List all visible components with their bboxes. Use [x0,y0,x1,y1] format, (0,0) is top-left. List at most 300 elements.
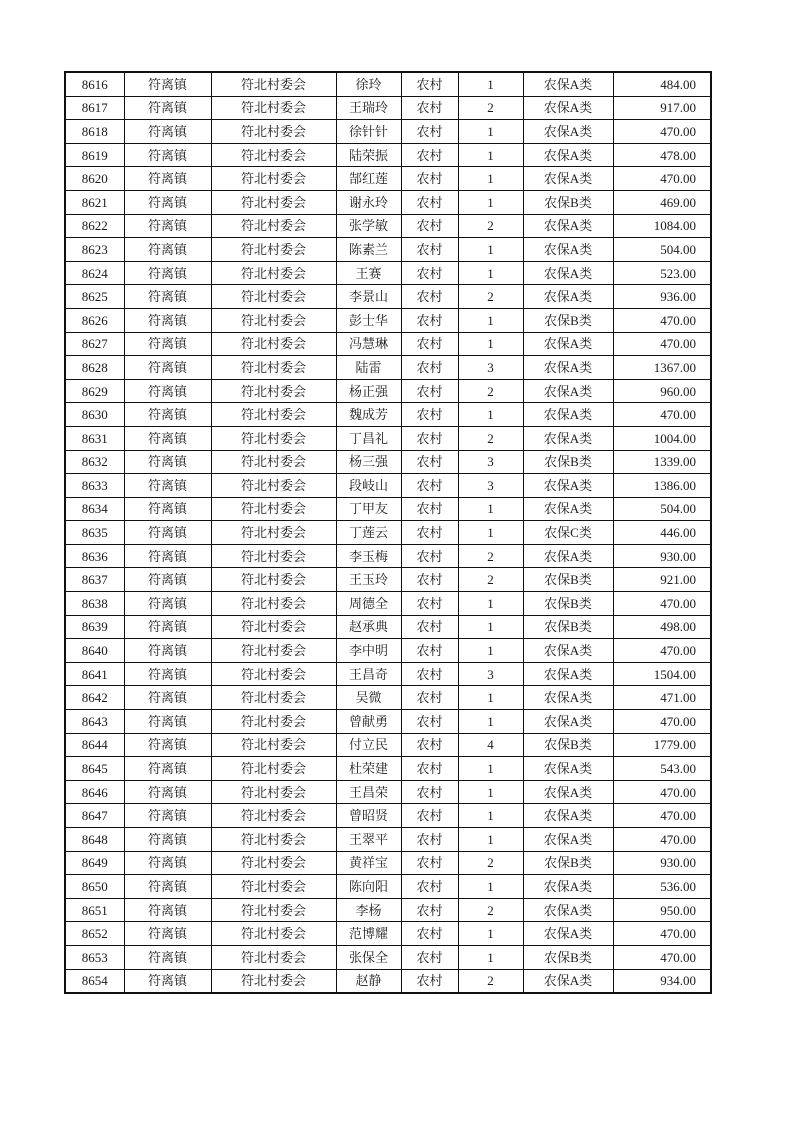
cell-name: 杨三强 [336,450,401,474]
cell-category: 农村 [401,945,458,969]
cell-amount: 543.00 [613,757,711,781]
cell-town: 符离镇 [124,474,211,498]
cell-insurance-type: 农保A类 [523,167,613,191]
cell-category: 农村 [401,167,458,191]
cell-insurance-type: 农保A类 [523,804,613,828]
cell-village: 符北村委会 [211,332,336,356]
cell-amount: 536.00 [613,875,711,899]
cell-id: 8624 [65,261,124,285]
cell-insurance-type: 农保A类 [523,969,613,993]
cell-insurance-type: 农保C类 [523,521,613,545]
cell-category: 农村 [401,544,458,568]
cell-insurance-type: 农保A类 [523,497,613,521]
cell-insurance-type: 农保A类 [523,662,613,686]
cell-id: 8646 [65,780,124,804]
cell-id: 8622 [65,214,124,238]
cell-category: 农村 [401,379,458,403]
cell-town: 符离镇 [124,710,211,734]
cell-category: 农村 [401,969,458,993]
cell-village: 符北村委会 [211,379,336,403]
table-row [65,356,711,380]
cell-insurance-type: 农保B类 [523,945,613,969]
cell-amount: 1084.00 [613,214,711,238]
cell-id: 8635 [65,521,124,545]
cell-count: 1 [458,592,523,616]
cell-town: 符离镇 [124,828,211,852]
table-row [65,120,711,144]
cell-category: 农村 [401,521,458,545]
cell-name: 王玉玲 [336,568,401,592]
cell-count: 2 [458,898,523,922]
cell-village: 符北村委会 [211,733,336,757]
table-row [65,969,711,993]
cell-count: 3 [458,474,523,498]
cell-village: 符北村委会 [211,450,336,474]
cell-amount: 470.00 [613,945,711,969]
cell-village: 符北村委会 [211,898,336,922]
cell-town: 符离镇 [124,922,211,946]
cell-name: 王赛 [336,261,401,285]
table-row [65,662,711,686]
cell-category: 农村 [401,190,458,214]
cell-village: 符北村委会 [211,592,336,616]
cell-category: 农村 [401,450,458,474]
cell-id: 8643 [65,710,124,734]
cell-amount: 1504.00 [613,662,711,686]
cell-town: 符离镇 [124,403,211,427]
cell-name: 付立民 [336,733,401,757]
cell-name: 王翠平 [336,828,401,852]
pension-roster-table [64,71,712,994]
cell-town: 符离镇 [124,497,211,521]
table-row [65,922,711,946]
cell-amount: 930.00 [613,544,711,568]
cell-insurance-type: 农保A类 [523,780,613,804]
cell-village: 符北村委会 [211,497,336,521]
cell-insurance-type: 农保A类 [523,544,613,568]
cell-name: 彭士华 [336,308,401,332]
cell-category: 农村 [401,96,458,120]
cell-name: 杜荣建 [336,757,401,781]
cell-category: 农村 [401,592,458,616]
cell-village: 符北村委会 [211,568,336,592]
cell-count: 2 [458,568,523,592]
cell-name: 郜红莲 [336,167,401,191]
table-row [65,167,711,191]
cell-amount: 470.00 [613,120,711,144]
cell-insurance-type: 农保A类 [523,72,613,96]
cell-town: 符离镇 [124,426,211,450]
cell-count: 2 [458,851,523,875]
cell-amount: 470.00 [613,592,711,616]
cell-town: 符离镇 [124,662,211,686]
cell-category: 农村 [401,120,458,144]
cell-count: 1 [458,710,523,734]
cell-village: 符北村委会 [211,544,336,568]
cell-insurance-type: 农保A类 [523,686,613,710]
cell-count: 1 [458,497,523,521]
table-body [65,72,711,993]
cell-village: 符北村委会 [211,403,336,427]
cell-category: 农村 [401,356,458,380]
cell-village: 符北村委会 [211,238,336,262]
cell-name: 王昌奇 [336,662,401,686]
cell-village: 符北村委会 [211,167,336,191]
cell-count: 1 [458,875,523,899]
table-row [65,757,711,781]
cell-category: 农村 [401,474,458,498]
cell-count: 3 [458,450,523,474]
cell-town: 符离镇 [124,639,211,663]
cell-category: 农村 [401,285,458,309]
cell-insurance-type: 农保A类 [523,143,613,167]
cell-id: 8617 [65,96,124,120]
cell-town: 符离镇 [124,450,211,474]
cell-count: 1 [458,238,523,262]
cell-category: 农村 [401,757,458,781]
cell-town: 符离镇 [124,615,211,639]
cell-count: 1 [458,757,523,781]
cell-category: 农村 [401,238,458,262]
cell-village: 符北村委会 [211,96,336,120]
cell-category: 农村 [401,143,458,167]
cell-id: 8644 [65,733,124,757]
cell-category: 农村 [401,497,458,521]
table-row [65,615,711,639]
cell-id: 8629 [65,379,124,403]
cell-count: 2 [458,969,523,993]
cell-insurance-type: 农保A类 [523,875,613,899]
table-row [65,308,711,332]
cell-town: 符离镇 [124,238,211,262]
cell-count: 1 [458,922,523,946]
cell-village: 符北村委会 [211,828,336,852]
cell-amount: 470.00 [613,332,711,356]
cell-amount: 1004.00 [613,426,711,450]
cell-count: 3 [458,356,523,380]
cell-town: 符离镇 [124,356,211,380]
table-row [65,780,711,804]
cell-amount: 470.00 [613,804,711,828]
cell-insurance-type: 农保A类 [523,238,613,262]
cell-category: 农村 [401,780,458,804]
cell-village: 符北村委会 [211,426,336,450]
cell-name: 赵静 [336,969,401,993]
cell-village: 符北村委会 [211,120,336,144]
cell-name: 李景山 [336,285,401,309]
table-row [65,190,711,214]
cell-name: 张保全 [336,945,401,969]
cell-amount: 470.00 [613,710,711,734]
cell-id: 8648 [65,828,124,852]
cell-id: 8653 [65,945,124,969]
cell-category: 农村 [401,308,458,332]
cell-name: 黄祥宝 [336,851,401,875]
cell-insurance-type: 农保B类 [523,568,613,592]
table-row [65,474,711,498]
cell-category: 农村 [401,72,458,96]
cell-town: 符离镇 [124,686,211,710]
cell-count: 3 [458,662,523,686]
cell-town: 符离镇 [124,945,211,969]
table-row [65,898,711,922]
cell-category: 农村 [401,686,458,710]
cell-village: 符北村委会 [211,261,336,285]
cell-id: 8652 [65,922,124,946]
cell-village: 符北村委会 [211,639,336,663]
cell-village: 符北村委会 [211,143,336,167]
cell-id: 8637 [65,568,124,592]
cell-name: 周德全 [336,592,401,616]
cell-insurance-type: 农保A类 [523,403,613,427]
cell-name: 王昌荣 [336,780,401,804]
cell-insurance-type: 农保A类 [523,96,613,120]
cell-amount: 470.00 [613,828,711,852]
cell-amount: 917.00 [613,96,711,120]
cell-count: 1 [458,190,523,214]
cell-insurance-type: 农保B类 [523,851,613,875]
cell-category: 农村 [401,615,458,639]
cell-insurance-type: 农保A类 [523,120,613,144]
cell-name: 徐玲 [336,72,401,96]
cell-count: 1 [458,639,523,663]
cell-village: 符北村委会 [211,521,336,545]
cell-id: 8620 [65,167,124,191]
cell-village: 符北村委会 [211,474,336,498]
cell-insurance-type: 农保A类 [523,828,613,852]
cell-amount: 484.00 [613,72,711,96]
cell-category: 农村 [401,214,458,238]
table-row [65,710,711,734]
cell-id: 8654 [65,969,124,993]
cell-town: 符离镇 [124,143,211,167]
cell-village: 符北村委会 [211,662,336,686]
cell-village: 符北村委会 [211,757,336,781]
cell-amount: 1386.00 [613,474,711,498]
cell-town: 符离镇 [124,521,211,545]
cell-category: 农村 [401,828,458,852]
cell-insurance-type: 农保A类 [523,214,613,238]
table-row [65,285,711,309]
cell-amount: 930.00 [613,851,711,875]
cell-id: 8647 [65,804,124,828]
cell-id: 8634 [65,497,124,521]
cell-insurance-type: 农保A类 [523,356,613,380]
table-row [65,497,711,521]
cell-town: 符离镇 [124,875,211,899]
cell-id: 8642 [65,686,124,710]
cell-name: 冯慧琳 [336,332,401,356]
cell-village: 符北村委会 [211,969,336,993]
cell-town: 符离镇 [124,733,211,757]
cell-village: 符北村委会 [211,285,336,309]
cell-amount: 470.00 [613,639,711,663]
cell-count: 4 [458,733,523,757]
cell-amount: 470.00 [613,167,711,191]
table-row [65,804,711,828]
cell-id: 8651 [65,898,124,922]
cell-insurance-type: 农保B类 [523,190,613,214]
cell-town: 符离镇 [124,780,211,804]
table-row [65,851,711,875]
table-row [65,521,711,545]
cell-name: 魏成芳 [336,403,401,427]
cell-amount: 960.00 [613,379,711,403]
cell-amount: 936.00 [613,285,711,309]
cell-town: 符离镇 [124,96,211,120]
cell-insurance-type: 农保A类 [523,426,613,450]
cell-village: 符北村委会 [211,308,336,332]
cell-name: 李杨 [336,898,401,922]
cell-name: 陈素兰 [336,238,401,262]
cell-id: 8640 [65,639,124,663]
cell-count: 2 [458,426,523,450]
cell-name: 陈向阳 [336,875,401,899]
table-row [65,426,711,450]
cell-amount: 498.00 [613,615,711,639]
cell-town: 符离镇 [124,214,211,238]
cell-insurance-type: 农保A类 [523,639,613,663]
cell-insurance-type: 农保A类 [523,474,613,498]
cell-id: 8638 [65,592,124,616]
cell-id: 8650 [65,875,124,899]
cell-amount: 470.00 [613,780,711,804]
cell-insurance-type: 农保B类 [523,733,613,757]
cell-village: 符北村委会 [211,875,336,899]
cell-count: 1 [458,332,523,356]
cell-name: 陆荣振 [336,143,401,167]
cell-town: 符离镇 [124,332,211,356]
cell-amount: 1779.00 [613,733,711,757]
cell-count: 2 [458,214,523,238]
cell-category: 农村 [401,568,458,592]
cell-town: 符离镇 [124,379,211,403]
cell-amount: 950.00 [613,898,711,922]
cell-id: 8641 [65,662,124,686]
cell-id: 8619 [65,143,124,167]
cell-town: 符离镇 [124,851,211,875]
cell-name: 李中明 [336,639,401,663]
cell-count: 1 [458,403,523,427]
cell-count: 1 [458,686,523,710]
cell-id: 8626 [65,308,124,332]
cell-count: 1 [458,615,523,639]
cell-name: 丁莲云 [336,521,401,545]
cell-town: 符离镇 [124,544,211,568]
cell-insurance-type: 农保A类 [523,285,613,309]
table-row [65,568,711,592]
cell-insurance-type: 农保B类 [523,308,613,332]
cell-count: 2 [458,544,523,568]
cell-insurance-type: 农保A类 [523,332,613,356]
cell-amount: 478.00 [613,143,711,167]
cell-id: 8627 [65,332,124,356]
cell-town: 符离镇 [124,285,211,309]
cell-village: 符北村委会 [211,804,336,828]
cell-category: 农村 [401,922,458,946]
cell-name: 段岐山 [336,474,401,498]
cell-id: 8636 [65,544,124,568]
cell-name: 徐针针 [336,120,401,144]
table-row [65,96,711,120]
cell-category: 农村 [401,426,458,450]
cell-amount: 504.00 [613,238,711,262]
cell-id: 8616 [65,72,124,96]
cell-insurance-type: 农保A类 [523,922,613,946]
cell-town: 符离镇 [124,120,211,144]
cell-id: 8630 [65,403,124,427]
table-row [65,214,711,238]
table-row [65,733,711,757]
cell-amount: 470.00 [613,403,711,427]
cell-category: 农村 [401,804,458,828]
cell-id: 8645 [65,757,124,781]
cell-town: 符离镇 [124,72,211,96]
cell-village: 符北村委会 [211,780,336,804]
cell-name: 曾献勇 [336,710,401,734]
cell-count: 1 [458,308,523,332]
cell-amount: 1367.00 [613,356,711,380]
cell-name: 王瑞玲 [336,96,401,120]
cell-village: 符北村委会 [211,922,336,946]
cell-insurance-type: 农保A类 [523,898,613,922]
cell-id: 8633 [65,474,124,498]
cell-count: 1 [458,945,523,969]
table-row [65,379,711,403]
cell-category: 农村 [401,733,458,757]
cell-amount: 469.00 [613,190,711,214]
cell-amount: 471.00 [613,686,711,710]
cell-insurance-type: 农保B类 [523,615,613,639]
cell-village: 符北村委会 [211,710,336,734]
cell-amount: 446.00 [613,521,711,545]
cell-count: 1 [458,72,523,96]
table-row [65,450,711,474]
cell-town: 符离镇 [124,804,211,828]
table-row [65,592,711,616]
cell-village: 符北村委会 [211,190,336,214]
cell-town: 符离镇 [124,568,211,592]
table-row [65,875,711,899]
cell-count: 1 [458,261,523,285]
cell-name: 赵承典 [336,615,401,639]
cell-name: 范博耀 [336,922,401,946]
cell-amount: 470.00 [613,308,711,332]
cell-name: 丁甲友 [336,497,401,521]
cell-amount: 934.00 [613,969,711,993]
cell-name: 陆雷 [336,356,401,380]
table-row [65,403,711,427]
cell-count: 1 [458,120,523,144]
cell-town: 符离镇 [124,167,211,191]
cell-insurance-type: 农保B类 [523,592,613,616]
cell-amount: 921.00 [613,568,711,592]
table-row [65,72,711,96]
cell-category: 农村 [401,851,458,875]
cell-count: 1 [458,143,523,167]
cell-village: 符北村委会 [211,214,336,238]
cell-name: 丁昌礼 [336,426,401,450]
cell-town: 符离镇 [124,261,211,285]
cell-category: 农村 [401,875,458,899]
cell-count: 2 [458,96,523,120]
table-row [65,143,711,167]
cell-village: 符北村委会 [211,72,336,96]
table-row [65,544,711,568]
cell-insurance-type: 农保A类 [523,757,613,781]
cell-id: 8649 [65,851,124,875]
cell-id: 8628 [65,356,124,380]
